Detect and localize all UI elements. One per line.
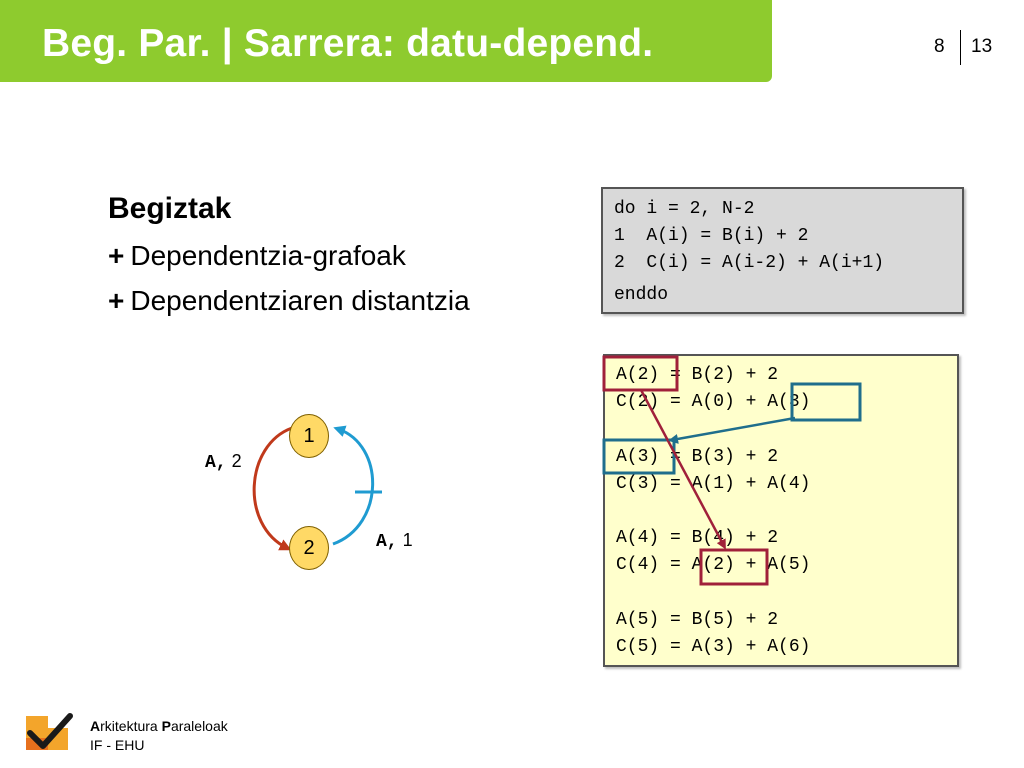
trace-line: C(4) = A(2) + A(5) (616, 555, 811, 575)
code-line: enddo (614, 285, 669, 305)
graph-node-1: 1 (289, 414, 329, 458)
page-current: 8 (934, 36, 945, 57)
highlight-a2-def (604, 357, 677, 390)
code-line: 1 A(i) = B(i) + 2 (614, 226, 809, 246)
trace-line: A(2) = B(2) + 2 (616, 365, 779, 385)
page-total: 13 (971, 36, 993, 57)
footer-institution: IF - EHU (90, 737, 145, 753)
dependency-arrow-distance-1 (672, 418, 795, 440)
bullet-text: Dependentzia-grafoak (130, 240, 406, 271)
trace-line: A(5) = B(5) + 2 (616, 610, 779, 630)
trace-line: A(3) = B(3) + 2 (616, 447, 779, 467)
code-line: 2 C(i) = A(i-2) + A(i+1) (614, 253, 885, 273)
highlight-a3-def (604, 440, 674, 473)
edge-label-distance-2 (205, 451, 242, 473)
edge-label-distance: 1 (402, 530, 413, 550)
logo-icon (26, 716, 70, 750)
highlight-a3-use (792, 384, 860, 420)
code-line: do i = 2, N-2 (614, 199, 755, 219)
bullet-marker: + (108, 285, 125, 316)
trace-line: C(3) = A(1) + A(4) (616, 474, 811, 494)
bullet-marker: + (108, 240, 125, 271)
trace-line: C(2) = A(0) + A(3) (616, 392, 811, 412)
edge-label-distance-1 (376, 530, 413, 552)
footer-org-name: Arkitektura Paraleloak (90, 718, 228, 734)
edge-label-distance: 2 (231, 451, 242, 471)
section-heading: Begiztak (108, 192, 232, 225)
edge-label-var: A, (376, 532, 398, 552)
highlight-a2-use (701, 550, 767, 584)
trace-line: C(5) = A(3) + A(6) (616, 637, 811, 657)
trace-line: A(4) = B(4) + 2 (616, 528, 779, 548)
graph-edge-1-to-2 (254, 428, 292, 548)
edge-label-var: A, (205, 453, 227, 473)
slide-title: Beg. Par. | Sarrera: datu-depend. (42, 22, 654, 65)
dependency-arrow-distance-2 (641, 390, 724, 546)
bullet-text: Dependentziaren distantzia (130, 285, 470, 316)
graph-edge-2-to-1 (333, 429, 373, 544)
graph-node-2: 2 (289, 526, 329, 570)
